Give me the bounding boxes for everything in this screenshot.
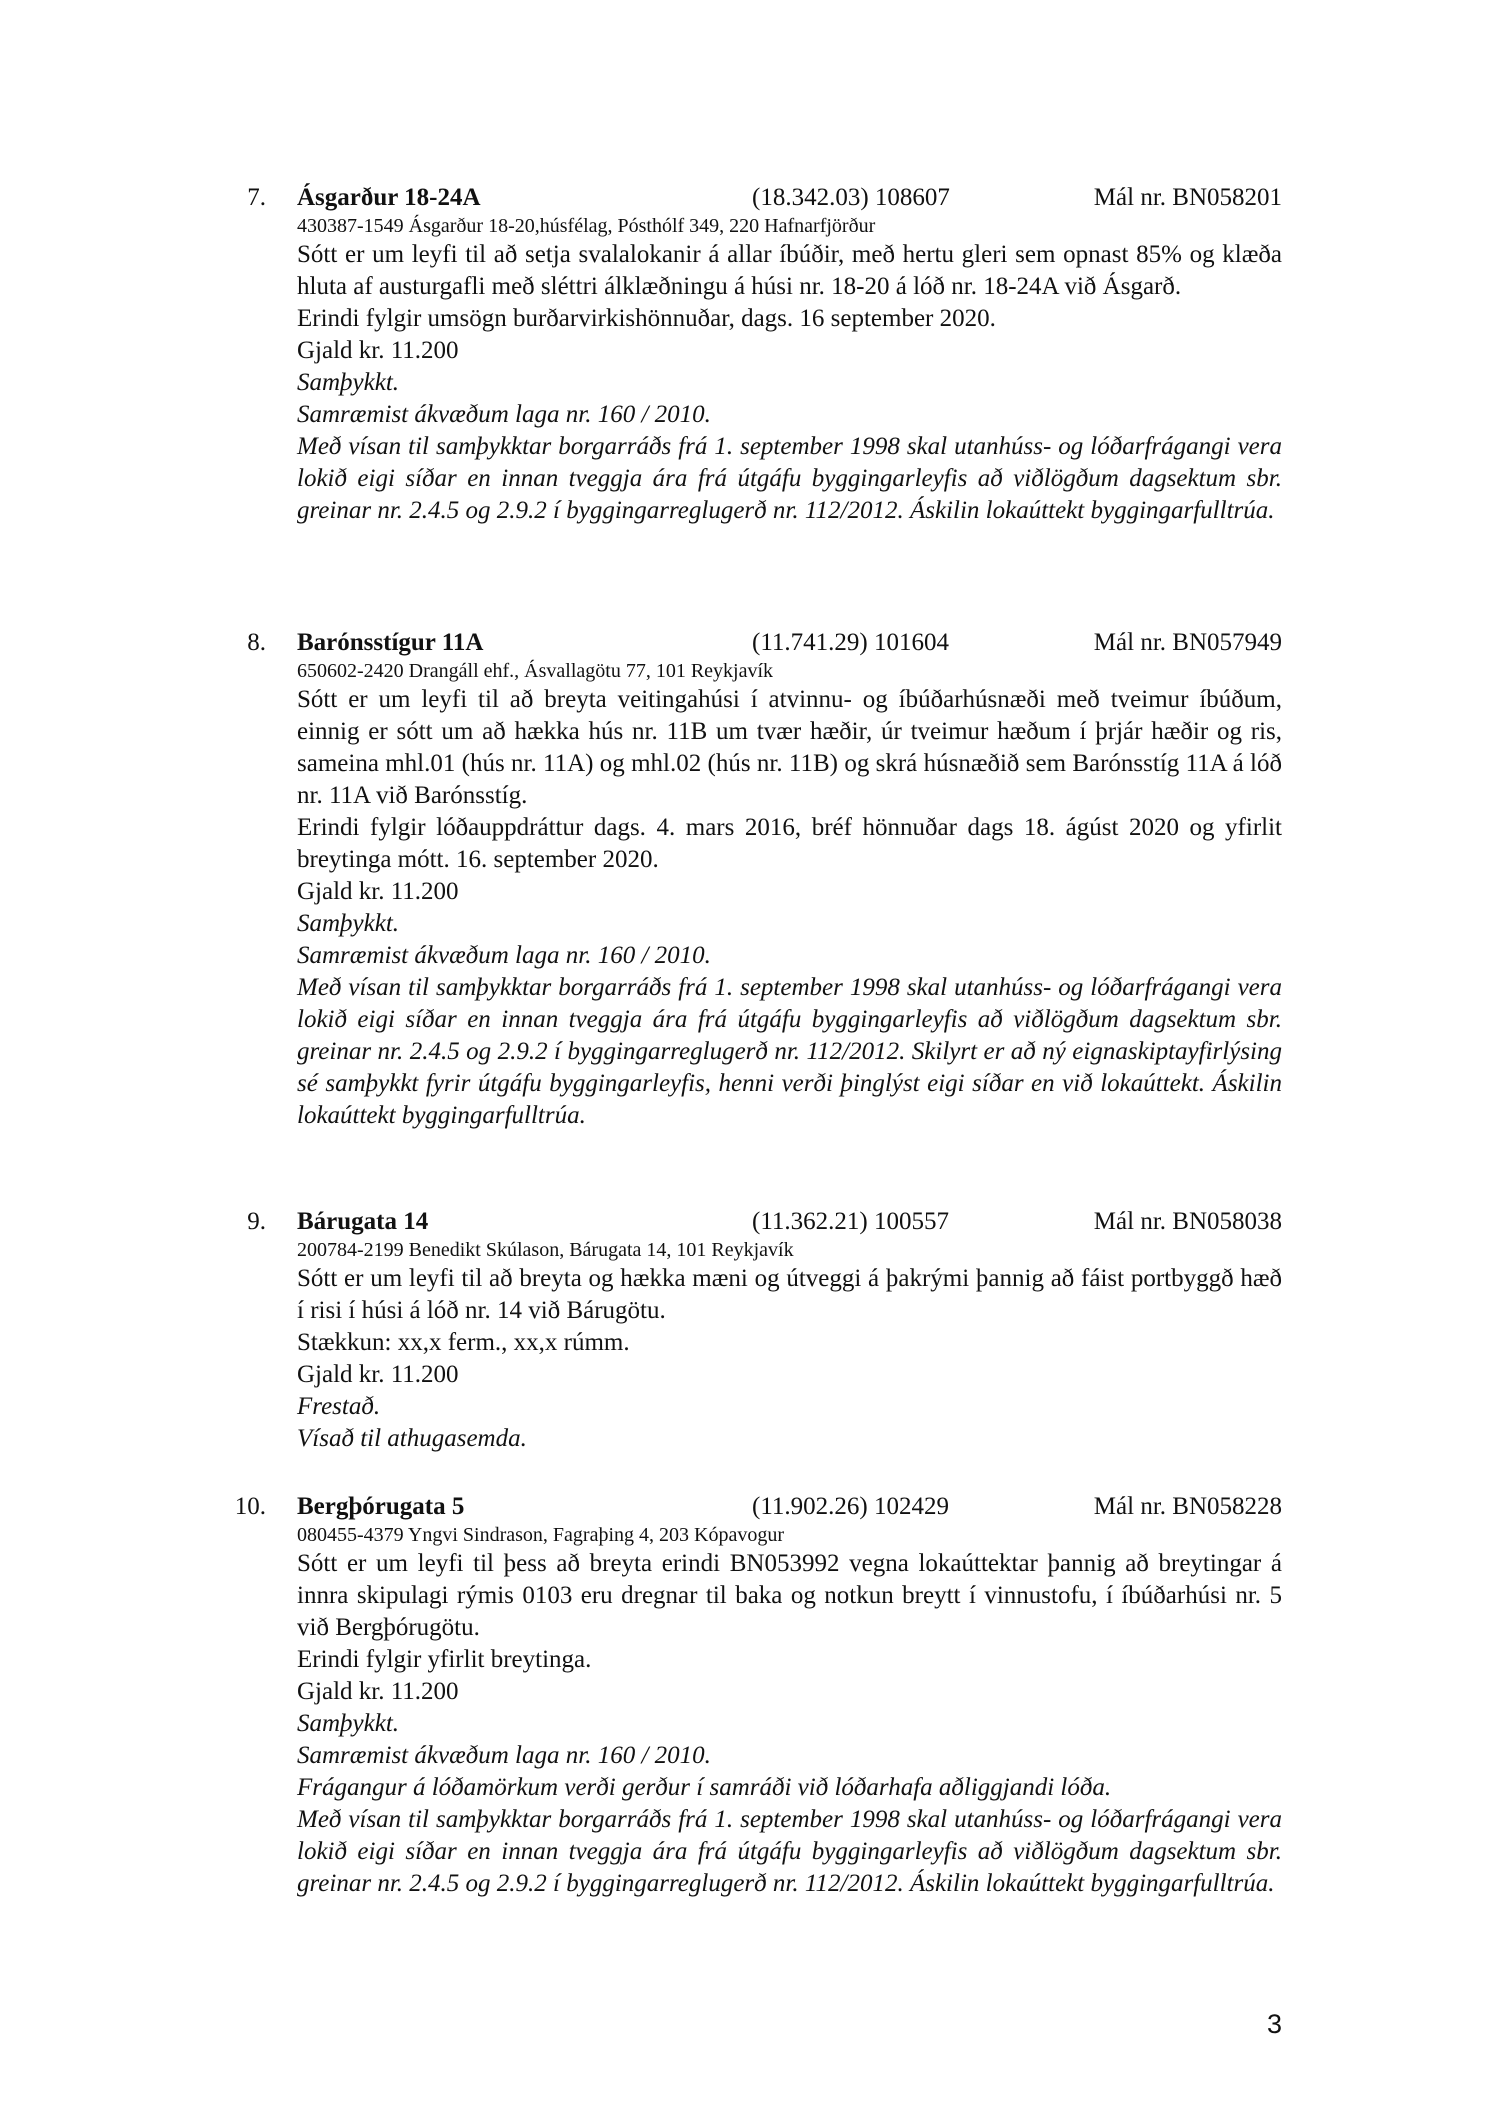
item-conditions: Með vísan til samþykktar borgarráðs frá 1. september 1998 skal utanhúss- og lóðarfrágangi vera lokið eigi síðar en innan tveggja ára frá útgáfu byggingarleyfis að viðlögðum dagsektum sbr. greinar nr. 2.4.5 og 2.9.2 í byggingarreglugerð nr. 112/2012. Skilyrt er að ný eignaskiptayfirlýsing sé samþykkt fyrir útgáfu byggingarleyfis, henni verði þinglýst eigi síðar en við lokaúttekt. Áskilin lokaúttekt byggingarfulltrúa. — [297, 974, 1282, 1129]
item-address: Barónsstígur 11A — [297, 629, 484, 656]
item-enlargement: Stækkun: xx,x ferm., xx,x rúmm. — [297, 1329, 630, 1356]
item-fee: Gjald kr. 11.200 — [297, 337, 459, 364]
item-law: Samræmist ákvæðum laga nr. 160 / 2010. — [297, 1742, 711, 1769]
item-address: Bárugata 14 — [297, 1208, 429, 1235]
item-attachment: Erindi fylgir yfirlit breytinga. — [297, 1646, 592, 1673]
item-case-number: Mál nr. BN058038 — [1093, 1208, 1282, 1235]
item-law: Samræmist ákvæðum laga nr. 160 / 2010. — [297, 401, 711, 428]
item-conditions: Með vísan til samþykktar borgarráðs frá 1. september 1998 skal utanhúss- og lóðarfrágangi vera lokið eigi síðar en innan tveggja ára frá útgáfu byggingarleyfis að viðlögðum dagsektum sbr. greinar nr. 2.4.5 og 2.9.2 í byggingarreglugerð nr. 112/2012. Áskilin lokaúttekt byggingarfulltrúa. — [297, 1806, 1282, 1897]
item-address: Ásgarður 18-24A — [297, 184, 481, 211]
item-description: Sótt er um leyfi til að breyta og hækka mæni og útveggi á þakrými þannig að fáist portbyggð hæð í risi í húsi á lóð nr. 14 við Bárugötu. — [297, 1265, 1282, 1324]
item-case-number: Mál nr. BN057949 — [1093, 629, 1282, 656]
item-number: 9. — [247, 1208, 266, 1235]
agenda-item-8 — [0, 627, 1500, 1132]
item-description: Sótt er um leyfi til að setja svalalokanir á allar íbúðir, með hertu gleri sem opnast 85% og klæða hluta af austurgafli með sléttri álklæðningu á húsi nr. 18-20 á lóð nr. 18-24A við Ásgarð. — [297, 241, 1282, 300]
item-number: 10. — [234, 1493, 266, 1520]
item-decision: Samþykkt. — [297, 910, 400, 937]
item-fee: Gjald kr. 11.200 — [297, 1361, 459, 1388]
item-header — [0, 182, 1500, 214]
item-referral: Vísað til athugasemda. — [297, 1425, 527, 1452]
agenda-item-9 — [0, 1206, 1500, 1455]
item-body — [297, 1263, 1282, 1455]
item-number: 7. — [247, 184, 266, 211]
item-boundary: Frágangur á lóðamörkum verði gerður í samráði við lóðarhafa aðliggjandi lóða. — [297, 1774, 1112, 1801]
page-number: 3 — [1266, 2009, 1282, 2039]
item-decision: Samþykkt. — [297, 369, 400, 396]
item-applicant: 650602-2420 Drangáll ehf., Ásvallagötu 77, 101 Reykjavík — [297, 660, 774, 682]
item-description: Sótt er um leyfi til að breyta veitingahúsi í atvinnu- og íbúðarhúsnæði með tveimur íbúðum, einnig er sótt um að hækka hús nr. 11B um tvær hæðir, úr tveimur hæðum í þrjár hæðir og ris, sameina mhl.01 (hús nr. 11A) og mhl.02 (hús nr. 11B) og skrá húsnæðið sem Barónsstíg 11A á lóð nr. 11A við Barónsstíg. — [297, 686, 1282, 809]
item-attachment: Erindi fylgir umsögn burðarvirkishönnuðar, dags. 16 september 2020. — [297, 305, 996, 332]
item-body — [297, 1548, 1282, 1900]
item-decision: Samþykkt. — [297, 1710, 400, 1737]
item-applicant: 200784-2199 Benedikt Skúlason, Bárugata 14, 101 Reykjavík — [297, 1239, 794, 1261]
agenda-item-7 — [0, 182, 1500, 527]
item-reference: (11.741.29) 101604 — [752, 629, 949, 656]
item-fee: Gjald kr. 11.200 — [297, 1678, 459, 1705]
agenda-item-10 — [0, 1491, 1500, 1900]
item-header — [0, 627, 1500, 659]
item-applicant: 430387-1549 Ásgarður 18-20,húsfélag, Pósthólf 349, 220 Hafnarfjörður — [297, 215, 876, 237]
item-case-number: Mál nr. BN058201 — [1093, 184, 1282, 211]
item-body — [297, 684, 1282, 1132]
item-header — [0, 1491, 1500, 1523]
item-body — [297, 239, 1282, 527]
item-reference: (18.342.03) 108607 — [752, 184, 950, 211]
item-description: Sótt er um leyfi til þess að breyta erindi BN053992 vegna lokaúttektar þannig að breytingar á innra skipulagi rýmis 0103 eru dregnar til baka og notkun breytt í vinnustofu, í íbúðarhúsi nr. 5 við Bergþórugötu. — [297, 1550, 1282, 1641]
item-address: Bergþórugata 5 — [297, 1493, 465, 1520]
item-case-number: Mál nr. BN058228 — [1093, 1493, 1282, 1520]
item-decision: Frestað. — [297, 1393, 381, 1420]
item-applicant: 080455-4379 Yngvi Sindrason, Fagraþing 4, 203 Kópavogur — [297, 1524, 784, 1546]
item-attachment: Erindi fylgir lóðauppdráttur dags. 4. mars 2016, bréf hönnuðar dags 18. ágúst 2020 og yfirlit breytinga mótt. 16. september 2020. — [297, 814, 1282, 873]
item-law: Samræmist ákvæðum laga nr. 160 / 2010. — [297, 942, 711, 969]
item-fee: Gjald kr. 11.200 — [297, 878, 459, 905]
item-reference: (11.902.26) 102429 — [752, 1493, 949, 1520]
item-reference: (11.362.21) 100557 — [752, 1208, 949, 1235]
item-conditions: Með vísan til samþykktar borgarráðs frá 1. september 1998 skal utanhúss- og lóðarfrágangi vera lokið eigi síðar en innan tveggja ára frá útgáfu byggingarleyfis að viðlögðum dagsektum sbr. greinar nr. 2.4.5 og 2.9.2 í byggingarreglugerð nr. 112/2012. Áskilin lokaúttekt byggingarfulltrúa. — [297, 433, 1282, 524]
item-header — [0, 1206, 1500, 1238]
item-number: 8. — [247, 629, 266, 656]
